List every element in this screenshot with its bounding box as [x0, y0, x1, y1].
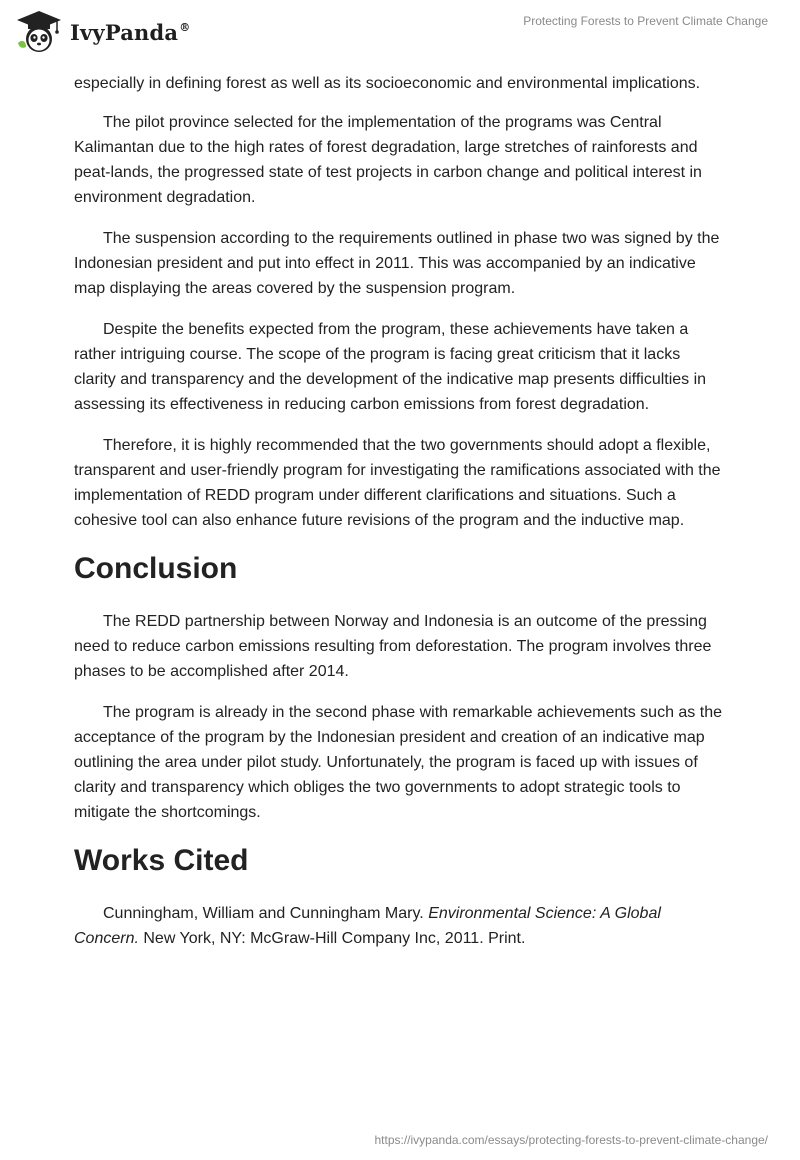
works-cited-heading: Works Cited	[74, 844, 249, 877]
citation-authors: Cunningham, William and Cunningham Mary.	[103, 905, 429, 922]
paragraph-pilot-province: The pilot province selected for the implementation of the programs was Central Kalimantan due to the high rates of forest degradation, large stretches of rainforests and peat-lands, the progressed state of test projects in carbon change and political interest in environment degradation.	[74, 114, 702, 206]
document-title: Protecting Forests to Prevent Climate Change	[523, 14, 768, 28]
paragraph-conclusion-1: The REDD partnership between Norway and Indonesia is an outcome of the pressing need to reduce carbon emissions resulting from deforestation. The program involves three phases to be accomplished after 2014.	[74, 613, 712, 680]
essay-body	[74, 71, 726, 967]
citation-publisher: New York, NY: McGraw-Hill Company Inc, 2011. Print.	[138, 930, 526, 947]
conclusion-heading: Conclusion	[74, 552, 238, 585]
registered-mark: ®	[179, 20, 191, 34]
citation-title: Environmental Science: A Global Concern.	[74, 905, 661, 947]
source-url-link[interactable]: https://ivypanda.com/essays/protecting-forests-to-prevent-climate-change/	[374, 1133, 768, 1147]
paragraph-recommendation: Therefore, it is highly recommended that the two governments should adopt a flexible, transparent and user-friendly program for investigating the ramifications associated with the implementation of REDD program under different clarifications and situations. Such a cohesive tool can also enhance future revisions of the program and the inductive map.	[74, 437, 721, 529]
panda-graduate-icon	[14, 9, 64, 55]
paragraph-suspension: The suspension according to the requirements outlined in phase two was signed by the Indonesian president and put into effect in 2011. This was accompanied by an indicative map displaying the areas covered by the suspension program.	[74, 230, 720, 297]
brand-logo[interactable]	[14, 8, 190, 56]
paragraph-continuation: especially in defining forest as well as its socioeconomic and environmental implications.	[74, 75, 701, 92]
citation-entry	[74, 901, 726, 951]
page-header	[0, 0, 800, 64]
paragraph-criticism: Despite the benefits expected from the program, these achievements have taken a rather intriguing course. The scope of the program is facing great criticism that it lacks clarity and transparency and the development of the indicative map presents difficulties in assessing its effectiveness in reducing carbon emissions from forest degradation.	[74, 321, 707, 413]
brand-name: IvyPanda®	[70, 19, 191, 45]
paragraph-conclusion-2: The program is already in the second phase with remarkable achievements such as the acceptance of the program by the Indonesian president and creation of an indicative map outlining the area under pilot study. Unfortunately, the program is faced up with issues of clarity and transparency which obliges the two governments to adopt strategic tools to mitigate the shortcomings.	[74, 704, 722, 821]
